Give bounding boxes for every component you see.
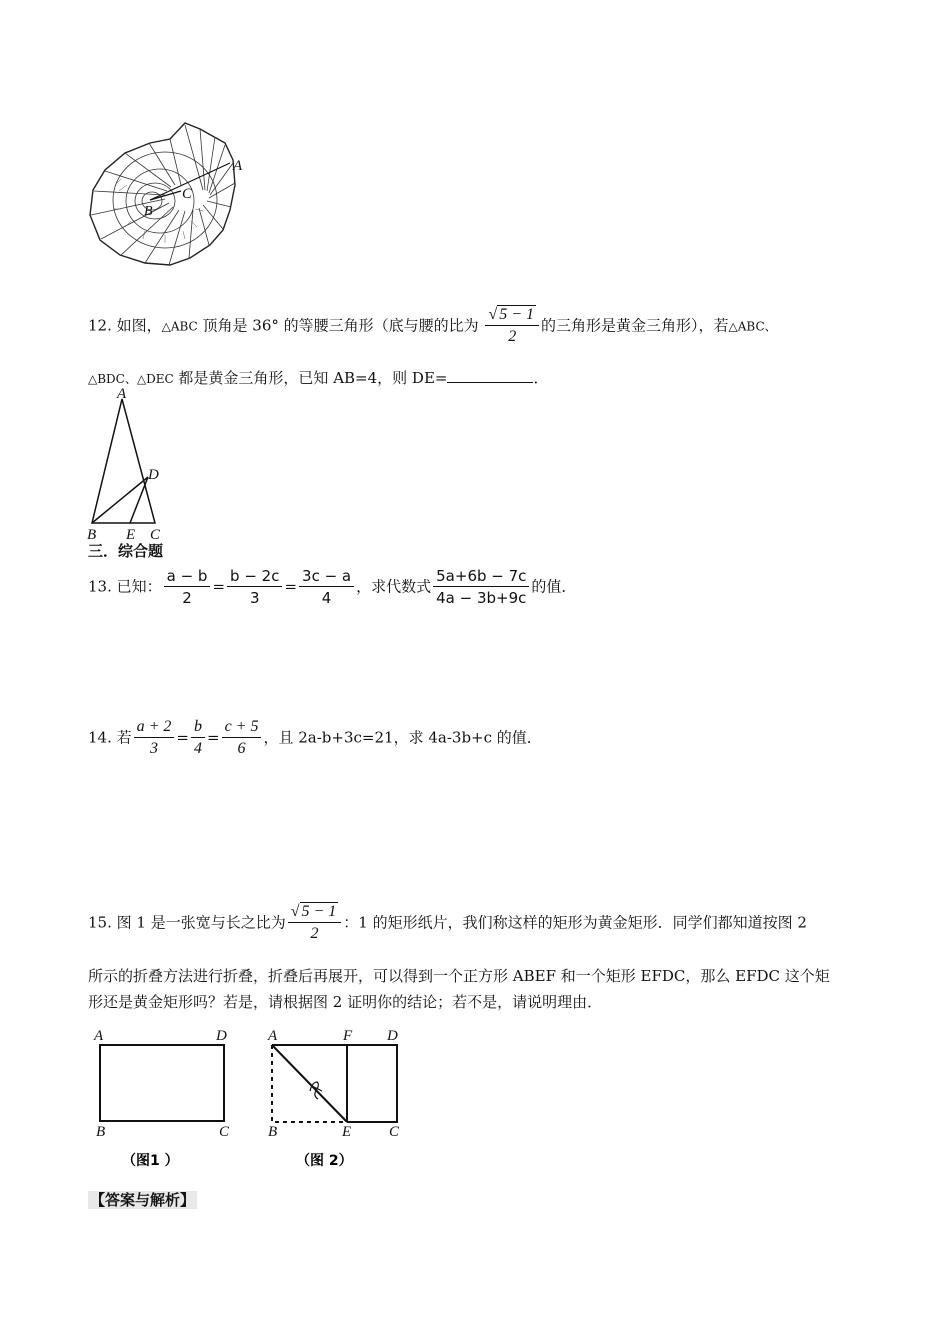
shell-label-b: B — [144, 204, 153, 219]
q12-tri1: △ABC — [161, 319, 198, 334]
q12-frac-num: 5 − 1 — [499, 306, 535, 323]
q12-frac-den: 2 — [508, 328, 517, 345]
q14-eq1: = — [176, 728, 189, 747]
q12-triangle-figure — [85, 385, 170, 545]
q12-golden-ratio-fraction: $\frac{√ 5 - 1}{2}$ — [485, 305, 539, 348]
q14-f3-den: 6 — [237, 740, 246, 757]
answer-section-label: 【答案与解析】 — [90, 1191, 196, 1209]
fig1-label-d: D — [216, 1028, 227, 1044]
q12-label-b: B — [87, 527, 97, 543]
q12-line2-text: 都是黄金三角形，已知 AB=4，则 DE= — [173, 369, 448, 387]
q14-f2-den: 4 — [194, 740, 202, 757]
q13-f3-num: 3c − a — [299, 566, 354, 587]
fig2-label-f: F — [343, 1028, 353, 1044]
fold-arrow-icon — [310, 1082, 322, 1099]
q15-frac-den: 2 — [310, 925, 319, 942]
q13-fraction-3 — [299, 566, 354, 609]
q15-frac-num: 5 − 1 — [301, 903, 337, 920]
fig1-label-c: C — [219, 1124, 230, 1140]
q15-figure-1 — [88, 1025, 238, 1175]
shell-label-c: C — [182, 186, 193, 202]
q14-f1-den: 3 — [150, 740, 159, 757]
q13-f4-den: 4a − 3b+9c — [436, 589, 527, 607]
q13-fraction-1 — [164, 566, 211, 609]
q14-f2-num: b — [191, 717, 205, 738]
q13-mid: ，求代数式 — [356, 577, 432, 596]
q15-line3: 形还是黄金矩形吗？若是，请根据图 2 证明你的结论；若不是，请说明理由． — [88, 993, 603, 1011]
section-3-title: 三．综合题 — [88, 542, 164, 560]
q12-label-d: D — [148, 467, 159, 483]
q13-f1-den: 2 — [182, 589, 192, 607]
q12-answer-blank[interactable] — [447, 368, 533, 383]
q12-prefix: 12. 如图， — [88, 316, 162, 335]
q13-line — [88, 566, 576, 609]
q12-label-e: E — [126, 527, 136, 543]
answer-section-title — [88, 1190, 197, 1210]
q12-mid: 顶角是 36° 的等腰三角形（底与腰的比为 — [197, 316, 479, 335]
q13-f2-den: 3 — [249, 589, 260, 607]
fig2-label-c: C — [389, 1124, 400, 1140]
golden-rectangle — [100, 1045, 224, 1121]
q13-fraction-2 — [227, 566, 282, 609]
q14-eq2: = — [207, 728, 220, 747]
shell-label-a: A — [233, 158, 243, 174]
q13-suffix: 的值． — [531, 577, 577, 596]
fig2-caption: （图 2） — [296, 1153, 353, 1169]
fig1-label-b: B — [96, 1124, 106, 1140]
q14-fraction-1 — [134, 717, 175, 760]
q15-line2: 所示的折叠方法进行折叠，折叠后再展开，可以得到一个正方形 ABEF 和一个矩形 EFDC，那么 EFDC 这个矩 — [88, 967, 830, 985]
q12-tri-bdc: △BDC、 — [88, 372, 137, 386]
q15-prefix: 15. 图 1 是一张宽与长之比为 — [88, 913, 286, 932]
q14-f3-num: c + 5 — [222, 717, 262, 738]
q13-prefix: 13. 已知： — [88, 577, 162, 596]
q15-figure-2 — [262, 1025, 412, 1175]
q14-fraction-3 — [222, 717, 262, 760]
q14-line — [88, 717, 542, 760]
q12-line2-end: ． — [533, 369, 549, 387]
q12-label-a: A — [117, 386, 127, 402]
q13-f3-den: 4 — [321, 589, 332, 607]
q13-eq2: = — [284, 577, 298, 596]
q15-suffix: ：1 的矩形纸片，我们称这样的矩形为黄金矩形．同学们都知道按图 2 — [343, 913, 807, 932]
q13-fraction-4 — [433, 566, 529, 609]
fig1-label-a: A — [94, 1028, 104, 1044]
q13-f1-num: a − b — [164, 566, 211, 587]
fig2-label-d: D — [387, 1028, 398, 1044]
q13-f2-num: b − 2c — [227, 566, 282, 587]
q12-label-c: C — [150, 527, 161, 543]
q14-fraction-2 — [191, 717, 205, 760]
fig2-label-a: A — [268, 1028, 278, 1044]
q12-tri2: △ABC、 — [728, 319, 777, 334]
q14-prefix: 14. 若 — [88, 728, 132, 747]
q13-eq1: = — [212, 577, 226, 596]
q13-f4-num: 5a+6b − 7c — [433, 566, 529, 587]
q12-line1 — [88, 305, 777, 348]
q12-tri-dec: △DEC — [136, 372, 174, 386]
fig2-label-e: E — [342, 1124, 352, 1140]
fig1-caption: （图1 ） — [122, 1153, 179, 1169]
fig2-label-b: B — [268, 1124, 278, 1140]
q12-suffix: 的三角形是黄金三角形），若 — [541, 316, 729, 335]
q15-line1 — [88, 902, 807, 945]
q14-suffix: ，且 2a-b+3c=21，求 4a-3b+c 的值． — [263, 728, 542, 747]
q15-golden-ratio-fraction: $\frac{√ 5 - 1}{2}$ — [288, 902, 342, 945]
q14-f1-num: a + 2 — [134, 717, 175, 738]
shell-figure — [85, 115, 255, 270]
